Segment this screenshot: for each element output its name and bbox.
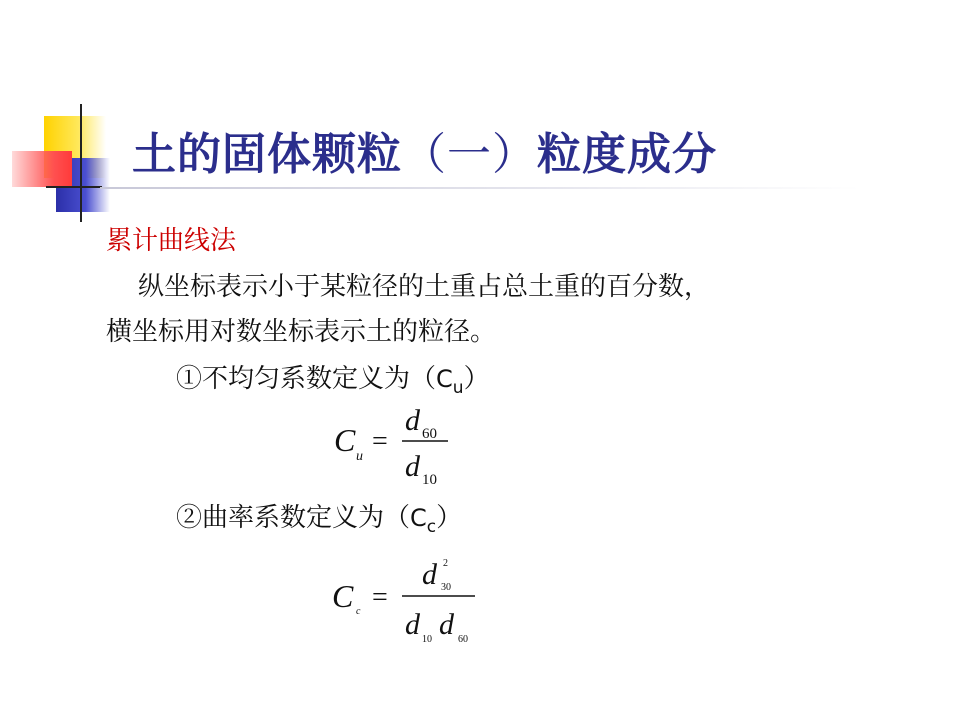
red-bar-decoration <box>12 151 72 187</box>
cc-denominator-2-sub: 60 <box>458 634 468 645</box>
cu-lhs-sub: u <box>356 449 363 464</box>
horizontal-line-decoration <box>46 186 102 188</box>
title-underline <box>100 187 860 189</box>
cu-symbol <box>436 365 464 398</box>
cc-numerator: d <box>422 558 437 591</box>
cu-equals: = <box>372 426 388 457</box>
body-line-1: 纵坐标表示小于某粒径的土重占总土重的百分数， <box>138 272 711 302</box>
cc-numerator-sub: 30 <box>441 582 451 593</box>
formula-cu <box>330 402 460 492</box>
section-heading: 累计曲线法 <box>106 226 237 256</box>
vertical-line-decoration <box>80 104 82 222</box>
cu-lhs: C <box>334 422 356 458</box>
cu-denominator-sub: 10 <box>422 472 437 488</box>
title-main: 土的固体颗粒 <box>132 129 402 180</box>
item1-text: ①不均匀系数定义为（ <box>176 364 437 394</box>
cc-lhs: C <box>332 578 354 614</box>
cc-equals: = <box>372 582 388 613</box>
cc-numerator-sup: 2 <box>443 558 448 569</box>
curvature-coefficient-definition <box>176 497 462 537</box>
cc-denominator-2: d <box>439 608 454 641</box>
item1-close: ） <box>463 364 490 394</box>
uniformity-coefficient-definition <box>176 358 490 398</box>
cu-symbol-sub: u <box>452 378 464 398</box>
title-tail: 粒度成分 <box>537 129 717 180</box>
slide-title <box>132 118 717 182</box>
item2-close: ） <box>436 503 463 533</box>
cu-numerator-sub: 60 <box>422 426 437 442</box>
cc-denominator-1-sub: 10 <box>422 634 432 645</box>
cc-symbol-letter: C <box>410 504 427 532</box>
cc-denominator-1: d <box>405 608 420 641</box>
cc-lhs-sub: c <box>356 606 361 617</box>
cu-denominator: d <box>405 450 420 483</box>
item2-text: ②曲率系数定义为（ <box>176 503 411 533</box>
formula-cc <box>330 552 490 652</box>
title-paren: （一） <box>402 129 537 180</box>
cc-symbol-sub: c <box>426 517 437 537</box>
cu-symbol-letter: C <box>436 365 453 393</box>
cu-numerator: d <box>405 404 420 437</box>
cc-symbol <box>410 504 437 537</box>
body-line-2: 横坐标用对数坐标表示土的粒径。 <box>106 317 497 347</box>
